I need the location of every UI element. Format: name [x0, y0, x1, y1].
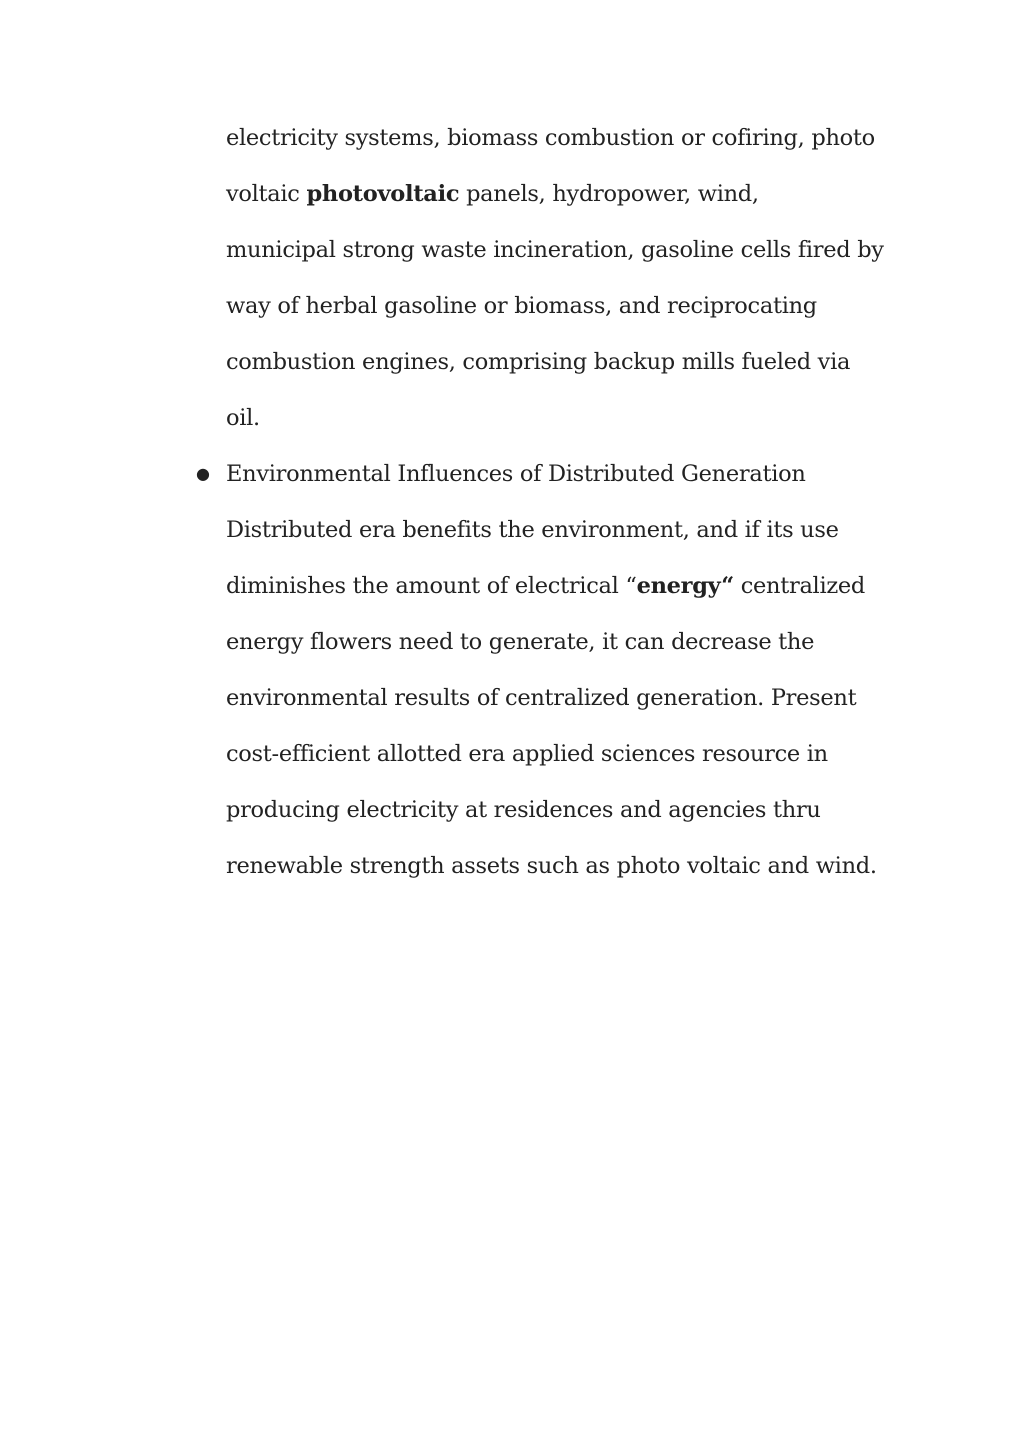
document-body [196, 110, 906, 894]
bold-keyword-link[interactable]: photovoltaic [306, 181, 460, 207]
text-line: Distributed era benefits the environment, and if its use [226, 517, 839, 543]
text-line: environmental results of centralized generation. Present [226, 685, 857, 711]
text-line: municipal strong waste incineration, gasoline cells fired by [226, 237, 884, 263]
text-span: voltaic [226, 181, 307, 207]
text-line: electricity systems, biomass combustion or cofiring, photo [226, 125, 875, 151]
bold-keyword-link[interactable]: energy“ [636, 573, 734, 599]
text-line: cost-efficient allotted era applied sciences resource in [226, 741, 828, 767]
text-span: diminishes the amount of electrical “ [226, 573, 637, 599]
text-line: combustion engines, comprising backup mills fueled via [226, 349, 851, 375]
text-line [226, 166, 906, 222]
text-span: centralized [733, 573, 866, 599]
text-line [226, 558, 906, 614]
text-span: panels, hydropower, wind, [459, 181, 759, 207]
text-line: energy flowers need to generate, it can decrease the [226, 629, 815, 655]
continuation-paragraph [226, 110, 906, 446]
text-line: oil. [226, 405, 260, 431]
text-line: renewable strength assets such as photo voltaic and wind. [226, 853, 877, 879]
bullet-heading: Environmental Influences of Distributed Generation [226, 461, 806, 487]
bullet-list-item [196, 446, 906, 894]
text-line: way of herbal gasoline or biomass, and reciprocating [226, 293, 817, 319]
text-line: producing electricity at residences and agencies thru [226, 797, 821, 823]
bullet-icon: ● [196, 464, 210, 483]
